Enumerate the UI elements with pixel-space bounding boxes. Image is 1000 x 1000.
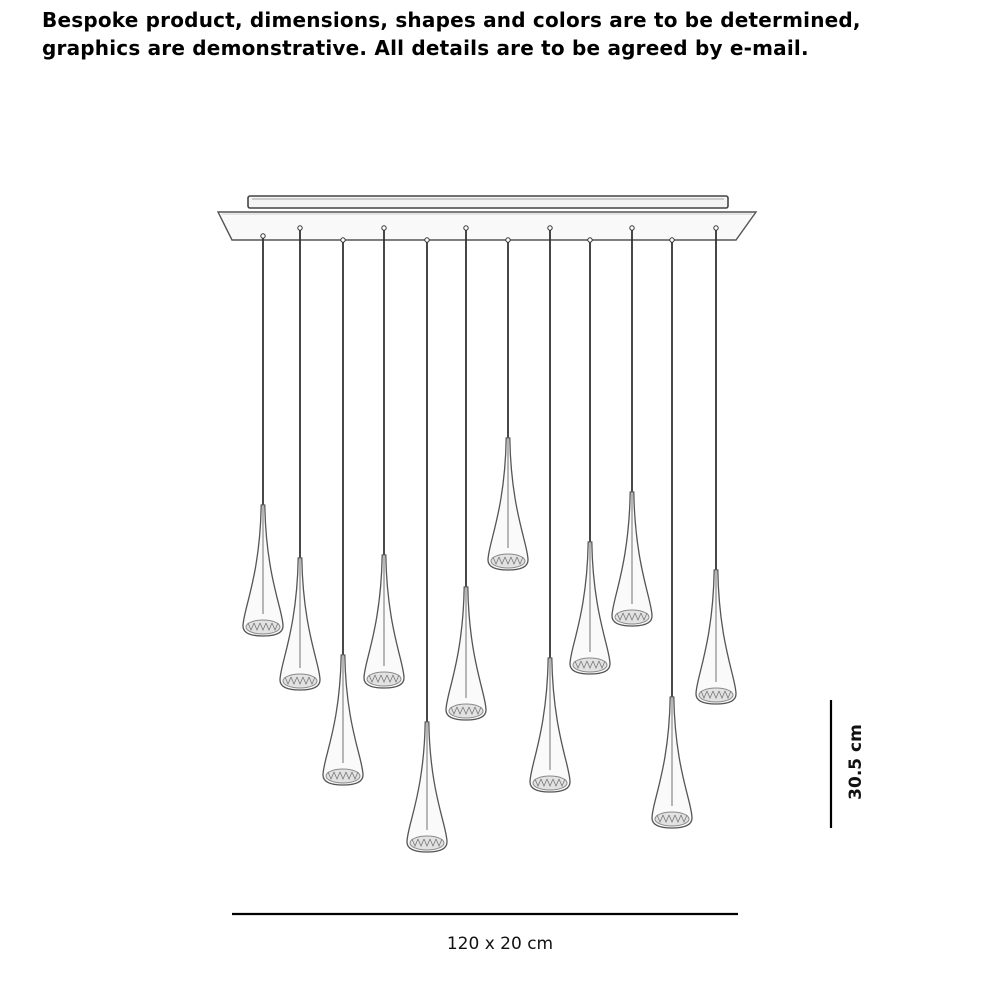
- ceiling-canopy: [218, 196, 756, 240]
- pendant-light: [488, 238, 528, 570]
- pendant-crystal: [246, 620, 280, 634]
- disclaimer-text: Bespoke product, dimensions, shapes and colors are to be determined, graphics are demonstrative. All details are to be agreed by e-mail.: [42, 8, 861, 60]
- pendant-crystal: [449, 704, 483, 718]
- pendant-crystal: [410, 836, 444, 850]
- pendant-crystal: [655, 812, 689, 826]
- pendant-crystal: [533, 776, 567, 790]
- pendant-group: [243, 226, 736, 852]
- pendant-crystal: [283, 674, 317, 688]
- pendant-crystal: [615, 610, 649, 624]
- pendant-crystal: [491, 554, 525, 568]
- pendant-light: [364, 226, 404, 688]
- pendant-light: [570, 238, 610, 674]
- pendant-light: [323, 238, 363, 785]
- pendant-light: [446, 226, 486, 720]
- pendant-light: [280, 226, 320, 690]
- width-dimension-label: 120 x 20 cm: [446, 934, 554, 954]
- pendant-light: [612, 226, 652, 626]
- pendant-light: [652, 238, 692, 828]
- pendant-crystal: [699, 688, 733, 702]
- pendant-crystal: [326, 769, 360, 783]
- height-dimension-label: 30.5 cm: [846, 724, 866, 800]
- pendant-light: [696, 226, 736, 704]
- pendant-crystal: [367, 672, 401, 686]
- pendant-light: [407, 238, 447, 852]
- canopy-top-bar: [248, 196, 728, 208]
- pendant-light: [243, 234, 283, 636]
- pendant-light: [530, 226, 570, 792]
- pendant-crystal: [573, 658, 607, 672]
